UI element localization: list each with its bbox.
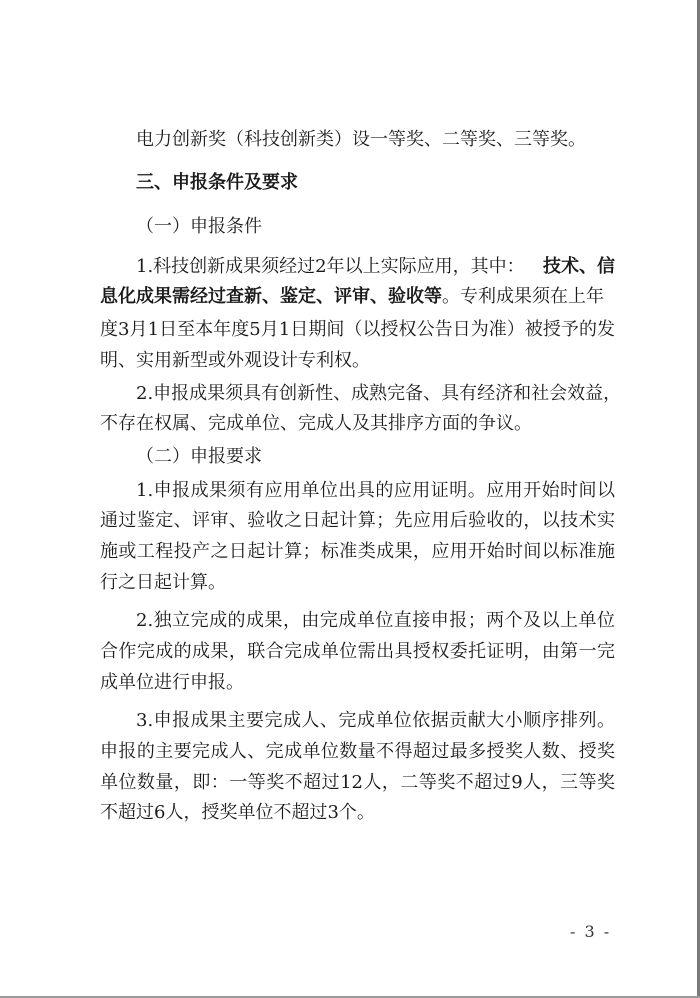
paragraph-line: 1.申报成果须有应用单位出具的应用证明。应用开始时间以 [136,480,615,501]
text-run: 1.科技创新成果须经过2年以上实际应用，其中： [136,256,525,277]
paragraph-line: 度3月1日至本年度5月1日期间（以授权公告日为准）被授予的发 [100,319,615,340]
paragraph-line [136,255,615,279]
bold-text-run: 息化成果需经过查新、鉴定、评审、验收等 [100,286,442,307]
subsection-heading: （一）申报条件 [136,216,262,237]
paragraph-line: 申报的主要完成人、完成单位数量不得超过最多授奖人数、授奖 [100,741,615,762]
paragraph-line: 合作完成的成果，联合完成单位需出具授权委托证明，由第一完 [100,641,615,662]
paragraph-line: 不存在权属、完成单位、完成人及其排序方面的争议。 [100,413,532,434]
bold-text-run: 技术、信 [543,256,615,277]
text-run: 。专利成果须在上年 [442,286,604,307]
paragraph-line: 电力创新奖（科技创新类）设一等奖、二等奖、三等奖。 [136,129,586,150]
paragraph-line [100,285,604,309]
paragraph-line: 行之日起计算。 [100,572,226,593]
paragraph-line: 3.申报成果主要完成人、完成单位依据贡献大小顺序排列。 [136,710,615,731]
paragraph-line: 2.申报成果须具有创新性、成熟完备、具有经济和社会效益， [136,383,622,404]
paragraph-line: 通过鉴定、评审、验收之日起计算；先应用后验收的，以技术实 [100,510,615,531]
paragraph-line: 2.独立完成的成果，由完成单位直接申报；两个及以上单位 [136,610,615,631]
paragraph-line: 不超过6人，授奖单位不超过3个。 [100,802,375,823]
subsection-heading: （二）申报要求 [136,446,262,467]
paragraph-line: 施或工程投产之日起计算；标准类成果，应用开始时间以标准施 [100,541,615,562]
paragraph-line: 成单位进行申报。 [100,672,244,693]
paragraph-line: 单位数量，即：一等奖不超过12人，二等奖不超过9人，三等奖 [100,772,615,793]
section-heading: 三、申报条件及要求 [136,172,298,193]
paragraph-line: 明、实用新型或外观设计专利权。 [100,350,370,371]
page-number: - 3 - [570,922,612,941]
